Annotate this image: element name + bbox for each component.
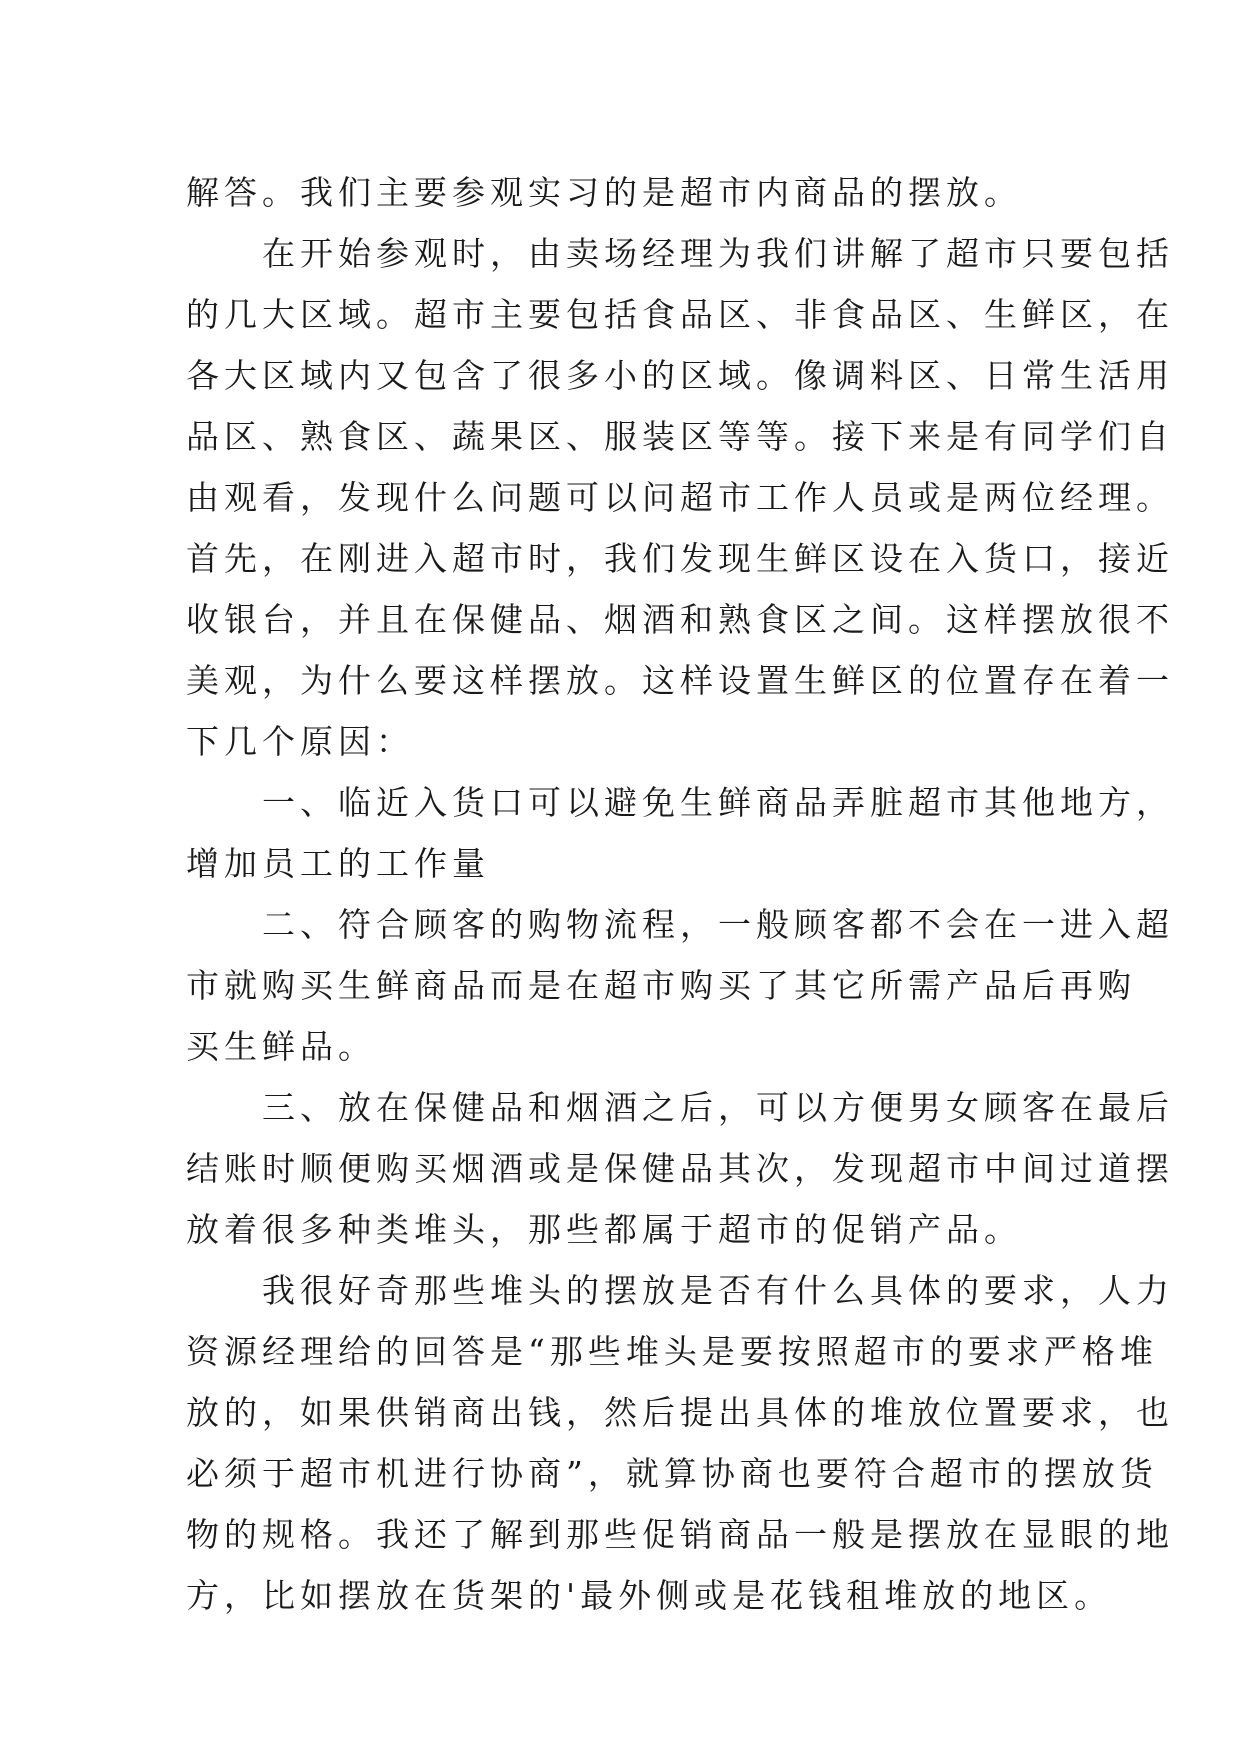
text-line: 市就购买生鲜商品而是在超市购买了其它所需产品后再购 [186, 966, 1136, 1005]
text-line: 物的规格。我还了解到那些促销商品一般是摆放在显眼的地 [186, 1515, 1174, 1554]
text-line: 资源经理给的回答是“那些堆头是要按照超市的要求严格堆 [186, 1332, 1158, 1371]
text-line: 美观，为什么要这样摆放。这样设置生鲜区的位置存在着一 [186, 661, 1174, 700]
text-line: 买生鲜品。 [186, 1027, 376, 1066]
text-line: 解答。我们主要参观实习的是超市内商品的摆放。 [186, 173, 1022, 212]
text-line: 收银台，并且在保健品、烟酒和熟食区之间。这样摆放很不 [186, 600, 1174, 639]
paragraph-first-line: 一、临近入货口可以避免生鲜商品弄脏超市其他地方， [262, 783, 1174, 822]
text-line: 各大区域内又包含了很多小的区域。像调料区、日常生活用 [186, 356, 1174, 395]
paragraph-first-line: 我很好奇那些堆头的摆放是否有什么具体的要求，人力 [262, 1271, 1174, 1310]
text-line: 品区、熟食区、蔬果区、服装区等等。接下来是有同学们自 [186, 417, 1174, 456]
paragraph-first-line: 在开始参观时，由卖场经理为我们讲解了超市只要包括 [262, 234, 1174, 273]
paragraph-first-line: 三、放在保健品和烟酒之后，可以方便男女顾客在最后 [262, 1088, 1174, 1127]
text-line: 方，比如摆放在货架的'最外侧或是花钱租堆放的地区。 [186, 1576, 1113, 1615]
text-line: 放的，如果供销商出钱，然后提出具体的堆放位置要求，也 [186, 1393, 1174, 1432]
paragraph-first-line: 二、符合顾客的购物流程，一般顾客都不会在一进入超 [262, 905, 1174, 944]
text-line: 放着很多种类堆头，那些都属于超市的促销产品。 [186, 1210, 1022, 1249]
text-line: 的几大区域。超市主要包括食品区、非食品区、生鲜区，在 [186, 295, 1174, 334]
text-line: 首先，在刚进入超市时，我们发现生鲜区设在入货口，接近 [186, 539, 1174, 578]
text-line: 增加员工的工作量 [186, 844, 490, 883]
text-line: 必须于超市机进行协商”，就算协商也要符合超市的摆放货 [186, 1454, 1158, 1493]
text-line: 结账时顺便购买烟酒或是保健品其次，发现超市中间过道摆 [186, 1149, 1174, 1188]
text-line: 下几个原因： [186, 722, 414, 761]
document-body [186, 162, 1174, 1626]
text-line: 由观看，发现什么问题可以问超市工作人员或是两位经理。 [186, 478, 1174, 517]
